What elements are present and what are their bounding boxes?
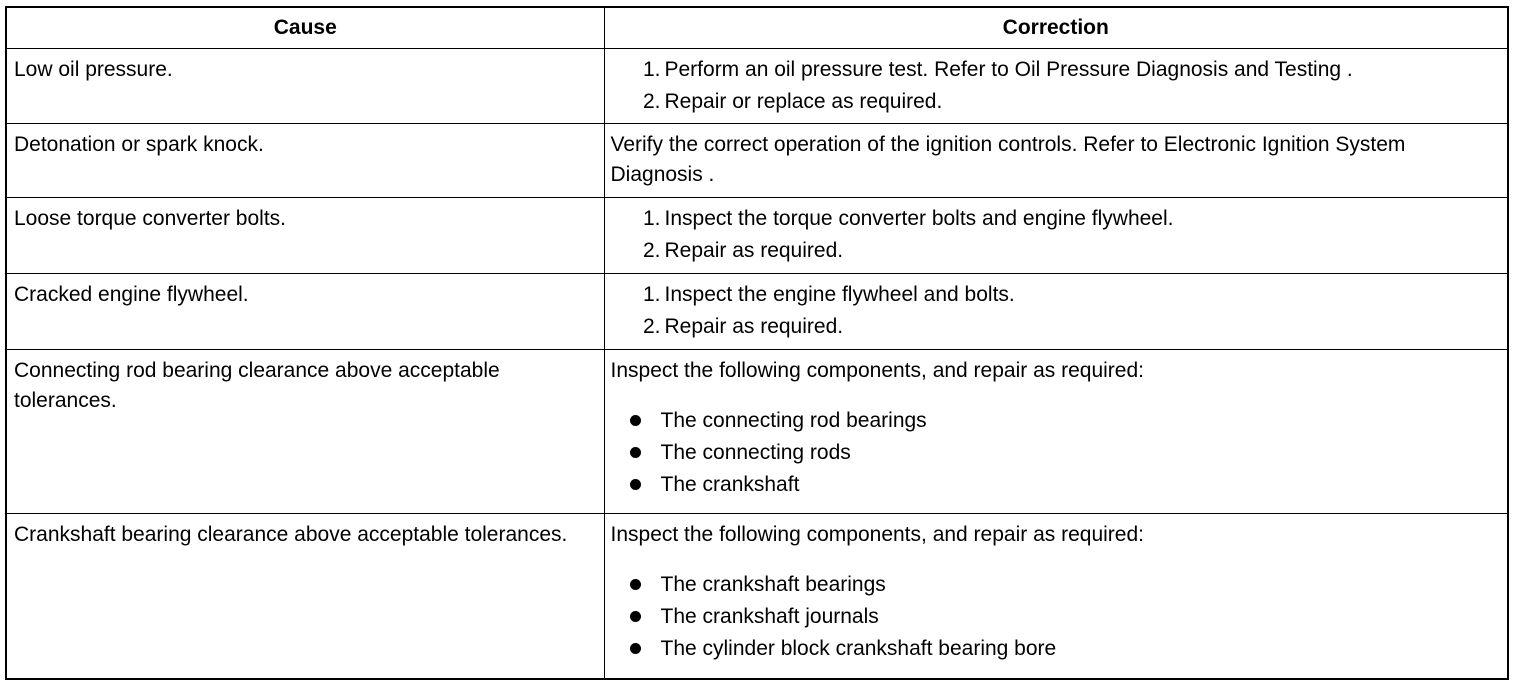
step-item (611, 236, 1500, 268)
step-text: Inspect the engine flywheel and bolts. (664, 283, 1015, 306)
step-item (611, 87, 1500, 119)
step-item (611, 312, 1500, 344)
table-row (6, 274, 1508, 350)
correction-steps (611, 280, 1500, 344)
cause-cell: Cracked engine flywheel. (6, 274, 604, 350)
correction-text: Inspect the following components, and repair as required: (610, 523, 1144, 546)
cause-cell: Low oil pressure. (6, 49, 604, 124)
component-list (611, 406, 1500, 502)
step-text: Perform an oil pressure test. Refer to Oil Pressure Diagnosis and Testing . (664, 58, 1353, 81)
step-number: 2. (642, 239, 661, 262)
list-item (611, 634, 1500, 666)
table-row (6, 124, 1508, 198)
correction-cell (604, 49, 1508, 124)
correction-cell (604, 350, 1508, 514)
bullet-icon (611, 406, 661, 438)
step-item (611, 280, 1500, 312)
correction-cell (604, 274, 1508, 350)
list-item (611, 602, 1500, 634)
correction-text: Verify the correct operation of the ignition controls. Refer to Electronic Ignition System Diagnosis . (610, 133, 1406, 186)
list-item (611, 438, 1500, 470)
diagnosis-table (5, 6, 1509, 680)
cause-header: Cause (6, 7, 604, 49)
step-text: Repair as required. (664, 239, 844, 262)
list-item (611, 406, 1500, 438)
list-item-text: The connecting rod bearings (660, 409, 927, 432)
header-row (6, 7, 1508, 49)
table-row (6, 198, 1508, 274)
bullet-icon (611, 602, 661, 634)
bullet-icon (611, 570, 661, 602)
table-row (6, 49, 1508, 124)
cause-cell: Connecting rod bearing clearance above acceptable tolerances. (6, 350, 604, 514)
step-number: 2. (642, 90, 661, 113)
correction-text: Inspect the following components, and repair as required: (610, 359, 1144, 382)
list-item (611, 570, 1500, 602)
bullet-icon (611, 634, 661, 666)
list-item-text: The crankshaft bearings (660, 573, 886, 596)
step-text: Repair as required. (664, 315, 844, 338)
component-list (611, 570, 1500, 666)
step-number: 2. (642, 315, 661, 338)
list-item-text: The connecting rods (660, 441, 851, 464)
table-row (6, 350, 1508, 514)
correction-cell (604, 198, 1508, 274)
table-row (6, 514, 1508, 680)
cause-cell: Detonation or spark knock. (6, 124, 604, 198)
correction-header: Correction (604, 7, 1508, 49)
list-item-text: The crankshaft (660, 473, 800, 496)
step-number: 1. (642, 58, 661, 81)
step-text: Repair or replace as required. (664, 90, 943, 113)
correction-cell (604, 124, 1508, 198)
bullet-icon (611, 438, 661, 470)
step-text: Inspect the torque converter bolts and engine flywheel. (664, 207, 1174, 230)
list-item (611, 470, 1500, 502)
cause-cell: Loose torque converter bolts. (6, 198, 604, 274)
step-item (611, 55, 1500, 87)
correction-steps (611, 55, 1500, 119)
step-number: 1. (642, 283, 661, 306)
correction-steps (611, 204, 1500, 268)
list-item-text: The crankshaft journals (660, 605, 879, 628)
cause-cell: Crankshaft bearing clearance above acceptable tolerances. (6, 514, 604, 680)
correction-cell (604, 514, 1508, 680)
list-item-text: The cylinder block crankshaft bearing bore (660, 637, 1057, 660)
bullet-icon (611, 470, 661, 502)
step-number: 1. (642, 207, 661, 230)
step-item (611, 204, 1500, 236)
